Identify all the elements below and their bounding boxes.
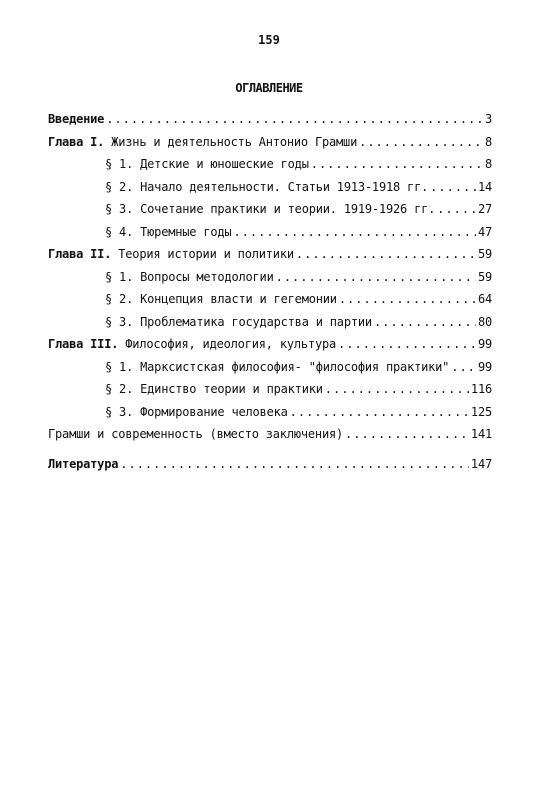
- toc-entry-prefix: Глава III.: [48, 337, 119, 351]
- toc-entry-page: 14: [477, 179, 492, 194]
- toc-entry-page: 3: [484, 112, 492, 126]
- toc-entry-page: 147: [470, 456, 492, 471]
- toc-entry-page: 64: [477, 292, 492, 306]
- toc-entry-prefix: Глава I.: [48, 134, 105, 149]
- toc-entry-text: Грамши и современность (вместо заключения): [48, 427, 344, 441]
- toc-entry-page: 8: [484, 157, 492, 171]
- leader-dots: [276, 266, 476, 289]
- toc-entry-section-3-2[interactable]: [48, 378, 492, 401]
- leader-dots: [345, 423, 469, 446]
- leader-dots: [437, 198, 476, 221]
- toc-entry-section-2-1[interactable]: [48, 266, 492, 289]
- toc-entry-introduction[interactable]: [48, 108, 492, 131]
- toc-entry-text: § 3. Формирование человека: [105, 404, 288, 419]
- toc-entry-page: 27: [477, 202, 492, 216]
- toc-entry-text: § 1. Марксистская философия- "философия практики": [105, 359, 450, 374]
- toc-title: ОГЛАВЛЕНИЕ: [235, 81, 303, 95]
- leader-dots: [290, 401, 469, 424]
- toc-entry-page: 47: [477, 224, 492, 239]
- leader-dots: [430, 176, 476, 199]
- leader-dots: [359, 131, 483, 154]
- toc-entry-text: Теория истории и политики: [111, 247, 294, 261]
- toc-entry-section-3-3[interactable]: [48, 401, 492, 424]
- toc-entry-text: § 1. Вопросы методологии: [105, 269, 274, 284]
- toc-entry-text: § 3. Проблематика государства и партии: [105, 314, 372, 329]
- toc-entry-chapter-1[interactable]: [48, 131, 492, 154]
- toc-entry-section-1-1[interactable]: [48, 153, 492, 176]
- toc-entry-page: 59: [477, 247, 492, 261]
- toc-entry-text: Философия, идеология, культура: [118, 337, 337, 351]
- toc-entry-prefix: Введение: [48, 112, 105, 126]
- toc-entry-page: 141: [470, 427, 492, 441]
- toc-entry-section-2-3[interactable]: [48, 311, 492, 334]
- leader-dots: [451, 356, 476, 379]
- toc-entry-page: 99: [477, 337, 492, 351]
- leader-dots: [325, 378, 469, 401]
- leader-dots: [374, 311, 476, 334]
- leader-dots: [338, 333, 476, 356]
- toc-entry-page: 125: [470, 404, 492, 419]
- toc-entry-prefix: Глава II.: [48, 247, 112, 261]
- toc-entry-chapter-2[interactable]: [48, 243, 492, 266]
- toc-entry-chapter-3[interactable]: [48, 333, 492, 356]
- toc-entry-text: Жизнь и деятельность Антонио Грамши: [104, 134, 358, 149]
- toc-entry-section-1-3[interactable]: [48, 198, 492, 221]
- toc-entry-page: 8: [484, 134, 492, 149]
- toc-entry-text: § 1. Детские и юношеские годы: [105, 157, 309, 171]
- toc-entry-conclusion[interactable]: [48, 423, 492, 446]
- toc-entry-section-3-1[interactable]: [48, 356, 492, 379]
- toc-entry-page: 99: [477, 359, 492, 374]
- leader-dots: [106, 108, 483, 131]
- toc-entry-text: § 2. Концепция власти и гегемонии: [105, 292, 337, 306]
- toc-entry-section-1-2[interactable]: [48, 176, 492, 199]
- toc-entry-page: 116: [470, 382, 492, 396]
- toc-entry-prefix: Литература: [48, 456, 119, 471]
- leader-dots: [296, 243, 476, 266]
- toc-entry-literature[interactable]: [48, 453, 492, 476]
- toc-entry-text: § 3. Сочетание практики и теории. 1919-1926 гг.: [105, 202, 436, 216]
- toc-entry-section-2-2[interactable]: [48, 288, 492, 311]
- leader-dots: [233, 221, 475, 244]
- toc-entry-section-1-4[interactable]: [48, 221, 492, 244]
- toc-entry-text: § 2. Начало деятельности. Статьи 1913-1918 гг.: [105, 179, 429, 194]
- leader-dots: [339, 288, 476, 311]
- table-of-contents: [48, 108, 492, 475]
- toc-entry-text: § 2. Единство теории и практики: [105, 382, 323, 396]
- leader-dots: [120, 453, 469, 476]
- leader-dots: [311, 153, 483, 176]
- toc-entry-page: 59: [477, 269, 492, 284]
- page-number: 159: [258, 33, 280, 47]
- toc-entry-page: 80: [477, 314, 492, 329]
- toc-entry-text: § 4. Тюремные годы: [105, 224, 232, 239]
